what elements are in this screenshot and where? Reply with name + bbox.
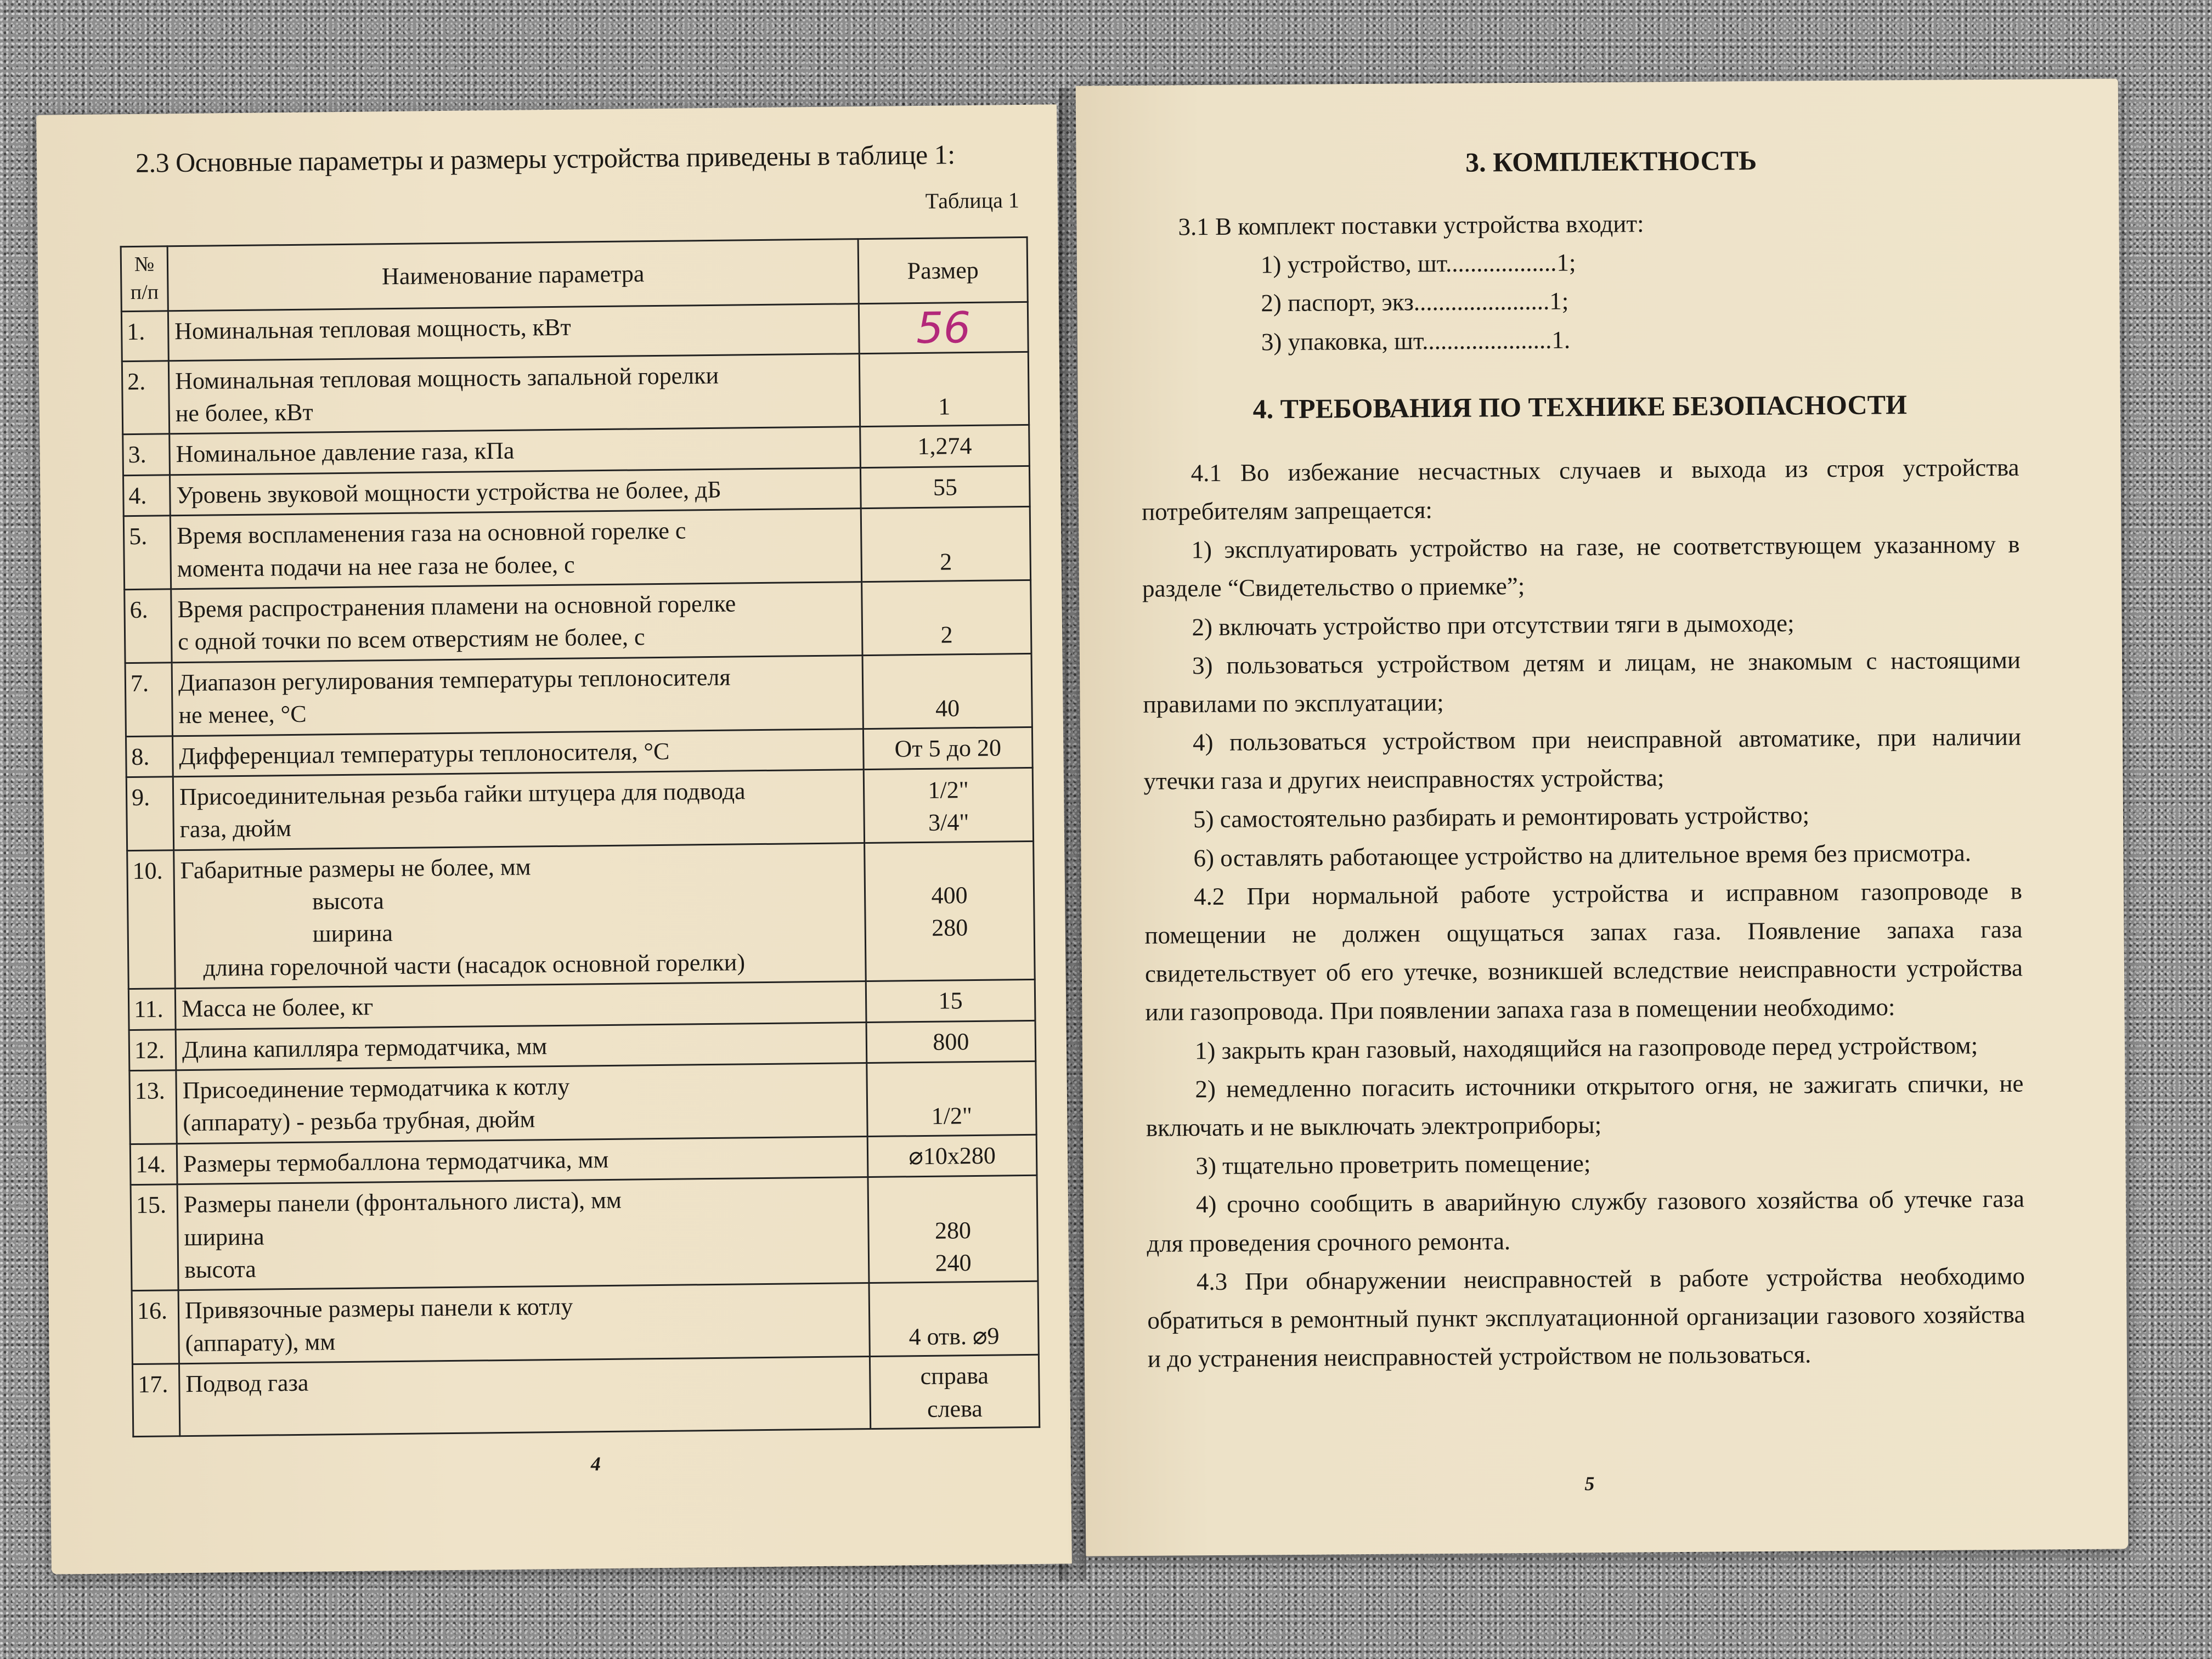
row-number: 10. (127, 850, 176, 989)
left-page (36, 104, 1072, 1574)
row-parameter (172, 655, 863, 736)
parameter-line: Номинальная тепловая мощность запальной горелки (174, 362, 719, 394)
table-row (132, 1355, 1039, 1436)
table-row (125, 653, 1032, 736)
parameter-line: Длина капилляра термодатчика, мм (182, 1032, 548, 1063)
paragraph: 4) срочно сообщить в аварийную службу газового хозяйства об утечке газа для проведения срочного ремонта. (1147, 1184, 2025, 1257)
list-item: 2) паспорт, экз......................1; (1261, 287, 1569, 317)
header-size: Размер (858, 237, 1028, 303)
row-number: 14. (130, 1144, 177, 1185)
row-number: 4. (123, 475, 171, 516)
parameter-line: (аппарату) - резьба трубная, дюйм (183, 1105, 535, 1137)
row-parameter (179, 1357, 870, 1436)
row-parameter (176, 1063, 867, 1144)
table-row (125, 580, 1031, 663)
paragraph: 4.2 При нормальной работе устройства и исправном газопроводе в помещении не должен ощущаться запах газа. Появление запаха газа свидетельствует об его утечке, возникшей вследствие неисправности устройства или газопровода. При появлении запаха газа в помещении необходимо: (1144, 877, 2023, 1026)
row-value (862, 653, 1032, 729)
table-row (121, 302, 1028, 361)
value-line: 2 (939, 548, 952, 575)
header-num: № п/п (121, 246, 168, 311)
parameter-line: (аппарату), мм (185, 1328, 336, 1357)
table-row (123, 507, 1030, 590)
paragraph: 3) пользоваться устройством детям и лицам, не знакомым с настоящими правилами по эксплуатации; (1143, 646, 2021, 718)
parameter-subline: высота (312, 887, 385, 915)
row-number: 2. (122, 360, 169, 435)
paragraph: 4.3 При обнаружении неисправностей в работе устройства необходимо обратиться в ремонтный пункт эксплуатационной организации газового хозяйства и до устранения неисправностей устройством не пользоваться. (1147, 1262, 2025, 1373)
parameter-line: Размеры термобаллона термодатчика, мм (183, 1146, 609, 1177)
value-line: 800 (933, 1028, 969, 1056)
row-value (861, 507, 1030, 582)
paragraph: 1) эксплуатировать устройство на газе, не соответствующем указанному в разделе “Свидетельство о приемке”; (1142, 530, 2020, 603)
parameter-line: Присоединительная резьба гайки штуцера для подвода (179, 777, 746, 811)
paragraph: 5) самостоятельно разбирать и ремонтировать устройство; (1193, 801, 1810, 833)
row-parameter (170, 509, 861, 589)
parameter-line: Дифференциал температуры теплоносителя, °С (179, 737, 670, 770)
table-row (122, 352, 1029, 435)
parameter-line: высота (184, 1255, 257, 1284)
paragraph: 1) закрыть кран газовый, находящийся на газопроводе перед устройством; (1194, 1031, 1978, 1064)
table-row (131, 1176, 1038, 1291)
parameters-table (120, 236, 1041, 1437)
row-value (864, 768, 1033, 843)
row-value (859, 352, 1029, 427)
row-parameter (174, 843, 866, 989)
table-row (126, 768, 1033, 850)
parameter-extra: длина горелочной части (насадок основной горелки) (203, 949, 746, 981)
value-line: 1 (938, 393, 951, 420)
page-number: 4 (590, 1453, 601, 1475)
parameter-line: Привязочные размеры панели к котлу (184, 1293, 573, 1324)
table-body (121, 302, 1039, 1437)
section-heading: 2.3 Основные параметры и размеры устройства приведены в таблице 1: (135, 139, 955, 178)
row-parameter (178, 1283, 870, 1364)
row-number: 13. (129, 1070, 177, 1144)
list-item: 1) устройство, шт..................1; (1260, 249, 1576, 279)
row-parameter (168, 353, 860, 434)
header-name: Наименование параметра (167, 239, 859, 311)
value-line: 280 (931, 914, 968, 942)
value-line: 240 (935, 1249, 972, 1277)
parameter-line: Габаритные размеры не более, мм (180, 853, 531, 884)
row-parameter (171, 582, 862, 663)
row-parameter (173, 769, 864, 850)
parameter-line: Диапазон регулирования температуры теплоносителя (178, 663, 731, 696)
row-number: 3. (123, 434, 170, 475)
parameter-line: ширина (184, 1223, 264, 1251)
row-parameter (176, 1022, 867, 1070)
parameter-line: не менее, °С (178, 700, 307, 729)
row-number: 5. (123, 516, 171, 590)
section3-title: 3. КОМПЛЕКТНОСТЬ (1465, 145, 1757, 178)
value-line: 1,274 (917, 432, 972, 460)
row-number: 1. (121, 311, 168, 361)
value-line: 40 (935, 695, 960, 722)
paragraph: 6) оставлять работающее устройство на длительное время без присмотра. (1193, 838, 1972, 872)
row-parameter (170, 467, 861, 516)
paragraph: 2) немедленно погасить источники открытого огня, не зажигать спички, не включать и не выключать электроприборы; (1146, 1069, 2024, 1142)
parameter-subline: ширина (312, 919, 393, 948)
row-number: 11. (128, 989, 176, 1030)
table-header-row (121, 237, 1028, 311)
row-parameter (175, 981, 866, 1030)
row-value (870, 1355, 1039, 1429)
parameter-line: Время распространения пламени на основной горелке (177, 590, 736, 623)
parameter-line: момента подачи на нее газа не более, с (177, 551, 575, 582)
value-line: 2 (940, 621, 953, 648)
row-value (867, 1135, 1037, 1177)
row-number: 9. (126, 777, 173, 851)
parameter-line: Номинальная тепловая мощность, кВт (174, 313, 571, 345)
parameter-line: Номинальное давление газа, кПа (176, 437, 515, 468)
parameter-line: газа, дюйм (179, 815, 292, 843)
right-content (1139, 137, 2025, 1378)
parameter-line: Размеры панели (фронтального листа), мм (183, 1186, 622, 1218)
section4-body (1141, 448, 2025, 1378)
row-value (869, 1282, 1039, 1357)
row-number: 8. (126, 736, 173, 777)
row-parameter (170, 427, 861, 475)
row-value (868, 1176, 1038, 1283)
row-number: 12. (129, 1029, 176, 1070)
row-parameter (177, 1177, 869, 1290)
right-page (1076, 78, 2129, 1556)
row-value (866, 1020, 1036, 1063)
row-value (862, 580, 1031, 655)
row-parameter (177, 1136, 868, 1184)
table-row (129, 1061, 1036, 1144)
value-line: 400 (931, 882, 968, 909)
row-number: 16. (132, 1290, 179, 1364)
parameter-line: Масса не более, кг (181, 993, 374, 1023)
row-value (865, 841, 1035, 981)
paragraph: 2) включать устройство при отсутствии тяги в дымоходе; (1192, 609, 1795, 641)
row-value (859, 302, 1028, 353)
value-line: 1/2" (931, 1102, 973, 1130)
handwritten-value: 56 (916, 303, 971, 353)
value-line: 4 отв. ⌀9 (909, 1322, 1000, 1351)
table-caption: Таблица 1 (925, 188, 1020, 213)
row-number: 15. (131, 1184, 178, 1291)
row-value (860, 425, 1030, 468)
parameter-line: Время воспламенения газа на основной горелке с (176, 517, 686, 550)
paragraph: 4.1 Во избежание несчастных случаев и выхода из строя устройства потребителям запрещается: (1141, 453, 2019, 526)
row-value (866, 980, 1035, 1023)
value-line: 280 (934, 1216, 972, 1244)
row-value (867, 1061, 1036, 1136)
row-number: 17. (132, 1364, 179, 1437)
table-row (132, 1282, 1039, 1364)
row-parameter (172, 729, 864, 777)
row-number: 7. (125, 662, 172, 736)
value-line: ⌀10x280 (909, 1142, 996, 1170)
parameter-line: Подвод газа (185, 1369, 309, 1398)
row-value (863, 727, 1032, 770)
section4-title: 4. ТРЕБОВАНИЯ ПО ТЕХНИКЕ БЕЗОПАСНОСТИ (1252, 388, 1908, 425)
parameter-line: Присоединение термодатчика к котлу (182, 1073, 570, 1104)
supply-list (1140, 240, 2018, 362)
list-item: 3) упаковка, шт.....................1. (1261, 325, 1571, 356)
value-line: 15 (938, 987, 963, 1014)
row-value (860, 466, 1030, 509)
paragraph: 4) пользоваться устройством при неисправной автоматике, при наличии утечки газа и других неисправностях устройства; (1143, 723, 2022, 795)
row-parameter (168, 303, 859, 360)
table-row (127, 841, 1035, 989)
row-number: 6. (125, 589, 172, 663)
parameter-line: Уровень звуковой мощности устройства не более, дБ (176, 476, 721, 509)
value-line: 1/2" (928, 776, 969, 804)
value-line: справа (920, 1362, 989, 1390)
value-line: слева (927, 1395, 983, 1423)
page-number: 5 (1584, 1472, 1595, 1495)
value-line: 3/4" (928, 809, 969, 837)
parameter-line: не более, кВт (175, 398, 313, 427)
value-line: От 5 до 20 (894, 733, 1002, 762)
section3-intro: 3.1 В комплект поставки устройства входит: (1178, 210, 1644, 241)
paragraph: 3) тщательно проветрить помещение; (1195, 1149, 1591, 1180)
value-line: 55 (933, 473, 958, 501)
parameter-line: с одной точки по всем отверстиям не более, с (177, 623, 645, 656)
